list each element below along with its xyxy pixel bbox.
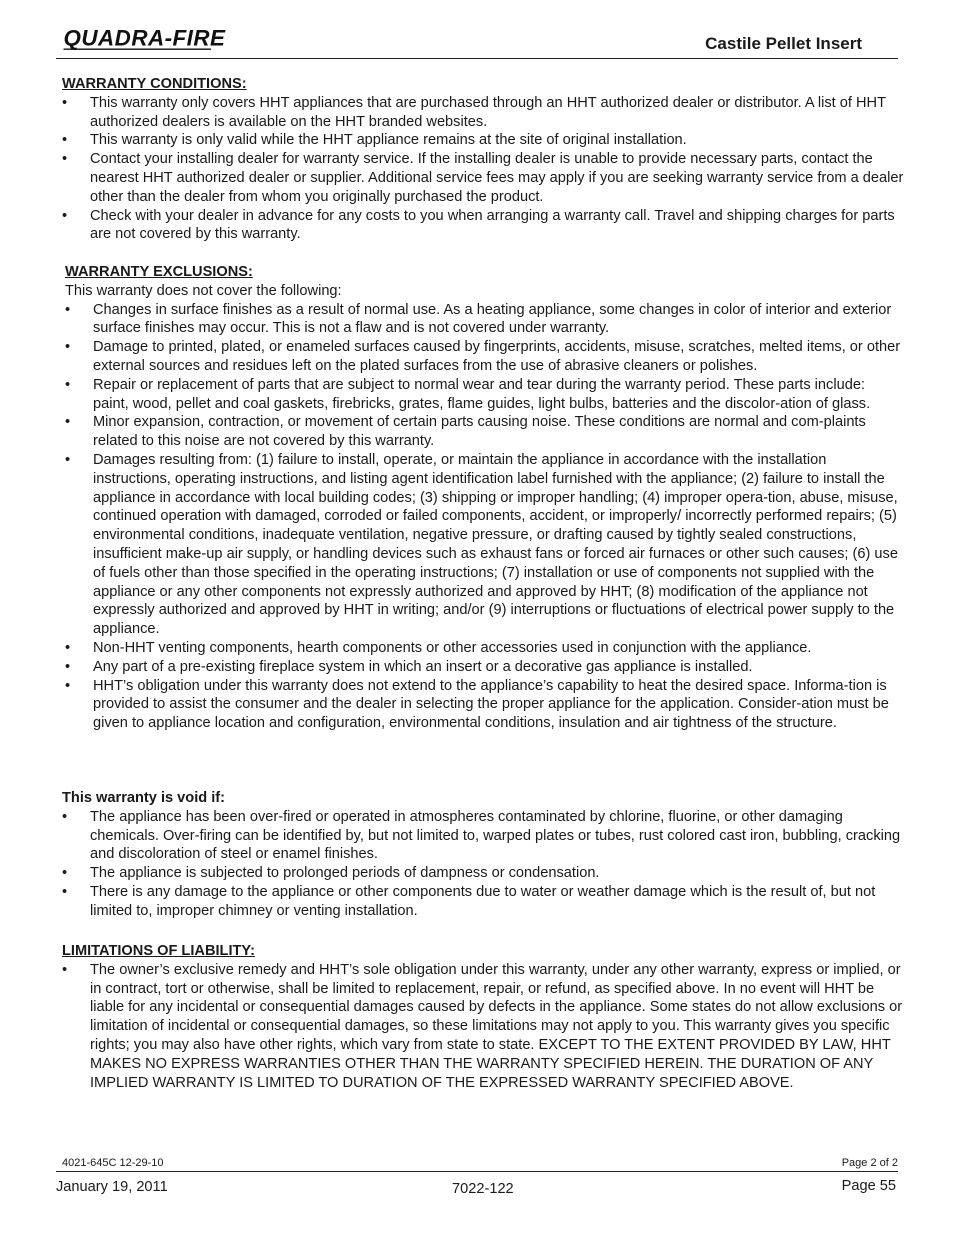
list-item: • Minor expansion, contraction, or movement of certain parts causing noise. These conditions are normal and com-plaints related to this noise are not covered by this warranty. [65,413,904,451]
list-item: • Damages resulting from: (1) failure to install, operate, or maintain the appliance in accordance with the installation instructions, operating instructions, and listing agent identification label furnished with the appliance; (2) failure to install the appliance in accordance with local building codes; (3) shipping or improper handling; (4) improper opera-tion, abuse, misuse, continued operation with damaged, corroded or failed components, accident, or improperly/ incorrectly performed repairs; (5) environmental conditions, inadequate ventilation, negative pressure, or drafting caused by tightly sealed constructions, insufficient make-up air supply, or handling devices such as exhaust fans or forced air furnaces or other such causes; (6) use of fuels other than those specified in the operating instructions; (7) installation or use of components not supplied with the appliance or any other components not expressly authorized and approved by HHT; (8) modification of the appliance not expressly authorized and approved by HHT in writing; and/or (9) interruptions or fluctuations of electrical power supply to the appliance. [65,451,904,639]
footer-rule [56,1171,898,1172]
document-title: Castile Pellet Insert [705,34,862,53]
void-if-heading: This warranty is void if: [62,790,225,806]
list-item: • The appliance is subjected to prolonged periods of dampness or condensation. [62,864,904,883]
warranty-exclusions-section [65,263,904,733]
list-item: • Contact your installing dealer for warranty service. If the installing dealer is unable to provide necessary parts, contact the nearest HHT authorized dealer or supplier. Additional service fees may apply if you are seeking warranty service from a dealer other than the dealer from whom you originally purchased the product. [62,150,904,206]
limitations-list [62,961,904,1093]
logo-text: QUADRA-FIRE [63,25,226,51]
list-item: • The owner’s exclusive remedy and HHT’s sole obligation under this warranty, under any other warranty, express or implied, or in contract, tort or otherwise, shall be limited to replacement, repair, or refund, as specified above. In no event will HHT be liable for any incidental or consequential damages caused by defects in the appliance. Some states do not allow exclusions or limitation of incidental or consequential damages, so these limitations may not apply to you. This warranty gives you specific rights; you may also have other rights, which vary from state to state. EXCEPT TO THE EXTENT PROVIDED BY LAW, HHT MAKES NO EXPRESS WARRANTIES OTHER THAN THE WARRANTY SPECIFIED HEREIN. THE DURATION OF ANY IMPLIED WARRANTY IS LIMITED TO DURATION OF THE EXPRESSED WARRANTY SPECIFIED ABOVE. [62,961,904,1093]
void-if-list [62,808,904,921]
void-if-section [62,789,904,921]
list-item: • Non-HHT venting components, hearth components or other accessories used in conjunction with the appliance. [65,639,904,658]
list-item: • This warranty is only valid while the HHT appliance remains at the site of original installation. [62,131,904,150]
quadra-fire-logo [56,24,226,52]
form-page: Page 2 of 2 [841,1157,898,1169]
header-rule [56,58,898,59]
page-number: Page 55 [841,1178,896,1194]
list-item: • Any part of a pre-existing fireplace system in which an insert or a decorative gas appliance is installed. [65,658,904,677]
list-item: • This warranty only covers HHT appliances that are purchased through an HHT authorized dealer or distributor. A list of HHT authorized dealers is available on the HHT branded websites. [62,94,904,132]
warranty-exclusions-heading: WARRANTY EXCLUSIONS: [65,264,253,280]
warranty-exclusions-intro: This warranty does not cover the following: [65,282,342,299]
list-item: • Changes in surface finishes as a result of normal use. As a heating appliance, some changes in color of interior and exterior surface finishes may occur. This is not a flaw and is not covered under warranty. [65,301,904,339]
footer-doc-number: 7022-122 [452,1181,514,1197]
footer-date: January 19, 2011 [56,1179,168,1195]
warranty-conditions-list [62,94,904,244]
form-number: 4021-645C 12-29-10 [62,1157,164,1169]
list-item: • There is any damage to the appliance or other components due to water or weather damage which is the result of, but not limited to, improper chimney or venting installation. [62,883,904,921]
list-item: • The appliance has been over-fired or operated in atmospheres contaminated by chlorine, fluorine, or other damaging chemicals. Over-firing can be identified by, but not limited to, warped plates or tubes, rust colored cast iron, bubbling, cracking and discoloration of steel or enamel finishes. [62,808,904,864]
list-item: • Repair or replacement of parts that are subject to normal wear and tear during the warranty period. These parts include: paint, wood, pellet and coal gaskets, firebricks, grates, flame guides, light bulbs, batteries and the discolor-ation of glass. [65,376,904,414]
warranty-conditions-heading: WARRANTY CONDITIONS: [62,76,247,92]
warranty-exclusions-list [65,301,904,733]
warranty-conditions-section [62,75,904,244]
list-item: • Check with your dealer in advance for any costs to you when arranging a warranty call. Travel and shipping charges for parts are not covered by this warranty. [62,207,904,245]
list-item: • Damage to printed, plated, or enameled surfaces caused by fingerprints, accidents, misuse, scratches, melted items, or other external sources and residues left on the plated surfaces from the use of abrasive cleaners or polishes. [65,338,904,376]
list-item: • HHT’s obligation under this warranty does not extend to the appliance’s capability to heat the desired space. Informa-tion is provided to assist the consumer and the dealer in selecting the proper appliance for the application. Consider-ation must be given to appliance location and configuration, environmental conditions, insulation and air tightness of the structure. [65,677,904,733]
limitations-section [62,942,904,1092]
limitations-heading: LIMITATIONS OF LIABILITY: [62,943,255,959]
